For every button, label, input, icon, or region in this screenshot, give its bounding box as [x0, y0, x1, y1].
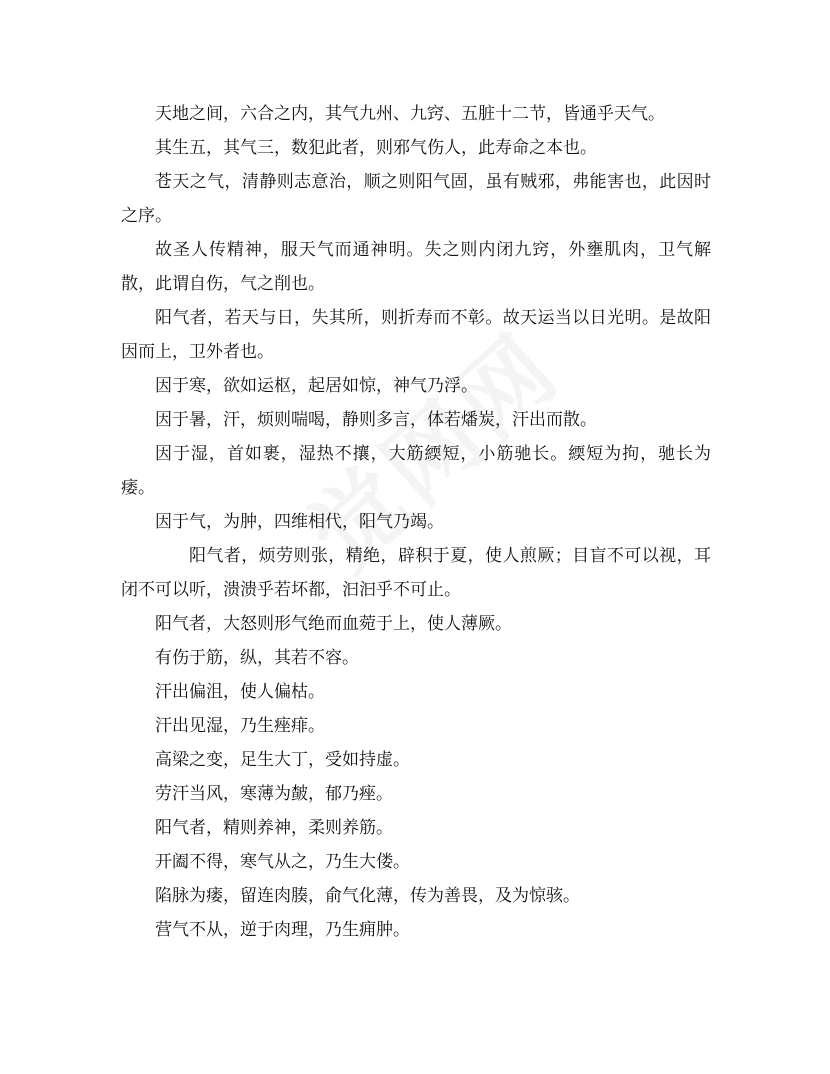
- paragraph: 开阖不得，寒气从之，乃生大偻。: [155, 852, 410, 872]
- paragraph: 高梁之变，足生大丁，受如持虚。: [155, 750, 410, 770]
- paragraph: 有伤于筋，纵，其若不容。: [155, 648, 359, 668]
- paragraph: 劳汗当风，寒薄为皶，郁乃痤。: [155, 784, 393, 804]
- paragraph: 因于气，为肿，四维相代，阳气乃竭。: [155, 512, 444, 532]
- paragraph: 苍天之气，清静则志意治，顺之则阳气固，虽有贼邪，弗能害也，此因时之序。: [121, 172, 711, 226]
- paragraph: 汗出见湿，乃生痤痱。: [155, 716, 325, 736]
- paragraph: 阳气者，若天与日，失其所，则折寿而不彰。故天运当以日光明。是故阳因而上，卫外者也。: [121, 308, 711, 362]
- paragraph: 营气不从，逆于肉理，乃生痈肿。: [155, 920, 410, 940]
- paragraph: 阳气者，精则养神，柔则养筋。: [155, 818, 393, 838]
- paragraph: 陷脉为瘘，留连肉腠，俞气化薄，传为善畏，及为惊骇。: [155, 886, 580, 906]
- paragraph: 汗出偏沮，使人偏枯。: [155, 682, 325, 702]
- document-body: [121, 97, 711, 947]
- paragraph: 因于暑，汗，烦则喘喝，静则多言，体若燔炭，汗出而散。: [155, 410, 597, 430]
- paragraph: 天地之间，六合之内，其气九州、九窍、五脏十二节，皆通乎天气。: [155, 104, 665, 124]
- paragraph: 故圣人传精神，服天气而通神明。失之则内闭九窍，外壅肌肉，卫气解散，此谓自伤，气之削也。: [121, 240, 711, 294]
- paragraph: 阳气者，烦劳则张，精绝，辟积于夏，使人煎厥；目盲不可以视，耳闭不可以听，溃溃乎若坏都，汩汩乎不可止。: [121, 546, 711, 600]
- paragraph: 阳气者，大怒则形气绝而血菀于上，使人薄厥。: [155, 614, 512, 634]
- paragraph: 其生五，其气三，数犯此者，则邪气伤人，此寿命之本也。: [155, 138, 597, 158]
- paragraph: 因于寒，欲如运枢，起居如惊，神气乃浮。: [155, 376, 478, 396]
- paragraph: 因于湿，首如裹，湿热不攘，大筋緛短，小筋驰长。緛短为拘，驰长为痿。: [121, 444, 711, 498]
